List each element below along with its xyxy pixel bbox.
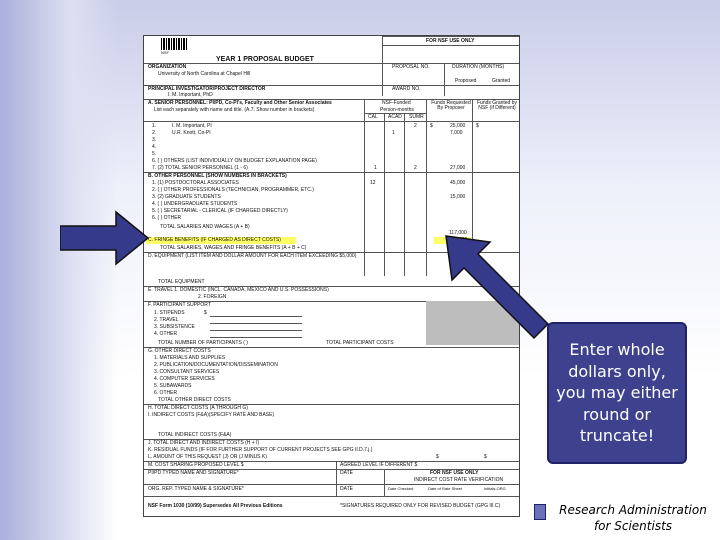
other-direct-item: 4. COMPUTER SERVICES: [154, 376, 215, 382]
participant-item: 4. OTHER: [154, 331, 178, 337]
other-direct-item: 5. SUBAWARDS: [154, 383, 192, 389]
date-of-rate-sheet-label: Date of Rate Sheet: [428, 486, 463, 491]
section-b-label: B. OTHER PERSONNEL (SHOW NUMBERS IN BRACKETS): [148, 173, 287, 179]
participant-item: 3. SUBSISTENCE: [154, 324, 195, 330]
other-personnel-amount: 15,000: [450, 194, 466, 200]
senior-row-amount: 25,000: [450, 123, 466, 129]
proposal-no-label: PROPOSAL NO.: [392, 64, 430, 70]
initials-label: Initials-ORG: [484, 486, 506, 491]
total-participant-costs-label: TOTAL PARTICIPANT COSTS: [326, 340, 394, 346]
row-a6: 6. ( ) OTHERS (LIST INDIVIDUALLY ON BUDGET EXPLANATION PAGE): [152, 158, 317, 164]
senior-row-sumr: 2: [414, 123, 417, 129]
agreed-label: AGREED LEVEL IF DIFFERENT $: [340, 462, 418, 468]
total-indirect-label: TOTAL INDIRECT COSTS (F&A): [158, 432, 232, 438]
granted-label: Granted: [492, 78, 511, 84]
other-direct-item: 6. OTHER: [154, 390, 178, 396]
other-personnel-label: 1. (1) POSTDOCTORAL ASSOCIATES: [152, 180, 239, 186]
signatures-note: *SIGNATURES REQUIRED ONLY FOR REVISED BUDGET (GPG III.C): [340, 503, 501, 509]
footer-line1: Research Administration: [559, 503, 707, 517]
funds-granted-label: Funds Granted by NSF (if Different): [476, 100, 518, 111]
travel-foreign-label: 2. FOREIGN: [198, 294, 227, 300]
senior-row-acad: 1: [392, 130, 395, 136]
callout-box: [547, 322, 687, 464]
row-l-dollar: $: [436, 454, 439, 460]
participant-line: [210, 316, 302, 317]
row-m: M. COST SHARING PROPOSED LEVEL $: [148, 462, 244, 468]
other-personnel-label: 3. (2) GRADUATE STUDENTS: [152, 194, 221, 200]
row-a7-sumr: 2: [414, 165, 417, 171]
proposed-label: Proposed: [455, 78, 477, 84]
participant-line: [210, 337, 302, 338]
other-personnel-label: 5. ( ) SECRETARIAL - CLERICAL (IF CHARGED DIRECTLY): [152, 208, 288, 214]
row-a7-amount: 27,000: [450, 165, 466, 171]
org-rep-label: ORG. REP. TYPED NAME & SIGNATURE*: [148, 486, 244, 492]
senior-row-num: 4.: [152, 144, 157, 150]
other-direct-item: 2. PUBLICATION/DOCUMENTATION/DISSEMINATION: [154, 362, 278, 368]
form-code: NSF: [161, 50, 169, 55]
other-personnel-cal: 12: [370, 180, 376, 186]
organization-label: ORGANIZATION: [148, 64, 187, 70]
indirect-label: I. INDIRECT COSTS (F&A)(SPECIFY RATE AND BASE): [148, 412, 275, 418]
participant-line: [210, 323, 302, 324]
sumr-label: SUMR: [409, 114, 424, 120]
other-personnel-amount: 45,000: [450, 180, 466, 186]
senior-row-granted: $: [476, 123, 479, 129]
total-other-direct-label: TOTAL OTHER DIRECT COSTS: [158, 397, 231, 403]
indirect-verification-label: INDIRECT COST RATE VERIFICATION: [414, 477, 504, 483]
senior-row-amount: 7,000: [450, 130, 463, 136]
senior-row-num: 5.: [152, 151, 157, 157]
form-footer: NSF Form 1030 (10/99) Supersedes All Previous Editions: [148, 503, 283, 509]
other-direct-label: G. OTHER DIRECT COSTS: [148, 348, 211, 354]
section-a-note: List each separately with name and title. (A.7. Show number in brackets): [154, 107, 315, 113]
nsf-funded-label: NSF-Funded: [382, 100, 411, 106]
senior-row-dollar: $: [430, 123, 433, 129]
participant-item: 1. STIPENDS: [154, 310, 185, 316]
total-direct-label: H. TOTAL DIRECT COSTS (A THROUGH G): [148, 405, 248, 411]
equipment-label: D. EQUIPMENT (LIST ITEM AND DOLLAR AMOUNT FOR EACH ITEM EXCEEDING $5,000): [148, 253, 357, 259]
callout-text: Enter whole dollars only, you may either round or truncate!: [556, 340, 678, 446]
total-participants-label: TOTAL NUMBER OF PARTICIPANTS ( ): [158, 340, 248, 346]
travel-label: E. TRAVEL 1. DOMESTIC (INCL. CANADA, MEXICO AND U.S. POSSESSIONS): [148, 287, 329, 293]
footer-line2: for Scientists: [593, 518, 673, 533]
total-swf-label: TOTAL SALARIES, WAGES AND FRINGE BENEFITS (A + B + C): [160, 245, 307, 251]
row-l-granted: $: [484, 454, 487, 460]
participant-dollar: $: [204, 310, 207, 316]
nsf-use-only-2: FOR NSF USE ONLY: [430, 470, 479, 476]
cal-label: CAL: [368, 114, 378, 120]
background-band: [0, 0, 118, 540]
other-direct-item: 3. CONSULTANT SERVICES: [154, 369, 220, 375]
duration-label: DURATION (MONTHS): [452, 64, 505, 70]
senior-row-num: 2.: [152, 130, 157, 136]
other-personnel-label: 4. ( ) UNDERGRADUATE STUDENTS: [152, 201, 238, 207]
footer-caption: [548, 503, 718, 534]
section-a-label: A. SENIOR PERSONNEL: PI/PD, Co-PI's, Faculty and Other Senior Associates: [148, 100, 332, 106]
organization-value: University of North Carolina at Chapel Hill: [158, 71, 251, 77]
senior-row-name: U.R. Knott, Co-PI: [172, 130, 211, 136]
senior-row-name: I. M. Important, PI: [172, 123, 212, 129]
pi-label: PRINCIPAL INVESTIGATOR/PROJECT DIRECTOR: [148, 86, 266, 92]
form-title: YEAR 1 PROPOSAL BUDGET: [216, 56, 314, 63]
right-arrow-icon: [60, 210, 150, 266]
other-direct-item: 1. MATERIALS AND SUPPLIES: [154, 355, 226, 361]
nsf-use-only: FOR NSF USE ONLY: [426, 38, 475, 44]
award-no-label: AWARD NO.: [392, 86, 421, 92]
participant-item: 2. TRAVEL: [154, 317, 179, 323]
row-j: J. TOTAL DIRECT AND INDIRECT COSTS (H + I): [148, 440, 260, 446]
other-personnel-label: 2. ( ) OTHER PROFESSIONALS (TECHNICIAN, PROGRAMMER, ETC.): [152, 187, 314, 193]
row-a7-acad: 1: [374, 165, 377, 171]
pi-typed-label: PI/PD TYPED NAME AND SIGNATURE*: [148, 470, 239, 476]
person-months-label: Person-months: [380, 107, 414, 113]
row-l: L. AMOUNT OF THIS REQUEST (J) OR (J MINUS K): [148, 454, 267, 460]
date-label: DATE: [340, 470, 353, 476]
row-k: K. RESIDUAL FUNDS (IF FOR FURTHER SUPPORT OF CURRENT PROJECTS SEE GPG II.D.7.j.): [148, 447, 373, 453]
fringe-label: C. FRINGE BENEFITS (IF CHARGED AS DIRECT COSTS): [148, 237, 281, 243]
total-equipment-label: TOTAL EQUIPMENT: [158, 279, 205, 285]
senior-row-num: 1.: [152, 123, 157, 129]
date-checked-label: Date Checked: [388, 486, 414, 491]
other-personnel-label: 6. ( ) OTHER: [152, 215, 182, 221]
total-salaries-label: TOTAL SALARIES AND WAGES (A + B): [160, 224, 250, 230]
senior-row-num: 3.: [152, 137, 157, 143]
pi-name: I. M. Important, PhD: [168, 92, 213, 98]
total-salaries-value: 117,000: [449, 230, 467, 236]
row-a7: 7. (2) TOTAL SENIOR PERSONNEL (1 - 6): [152, 165, 248, 171]
participant-line: [210, 330, 302, 331]
barcode-icon: [161, 38, 187, 50]
participant-label: F. PARTICIPANT SUPPORT: [148, 302, 211, 308]
logo-icon: [534, 504, 546, 520]
date-label-2: DATE: [340, 486, 353, 492]
funds-requested-label: Funds Requested By Proposer: [431, 100, 471, 111]
diagonal-arrow-icon: [442, 232, 552, 342]
acad-label: ACAD: [388, 114, 402, 120]
